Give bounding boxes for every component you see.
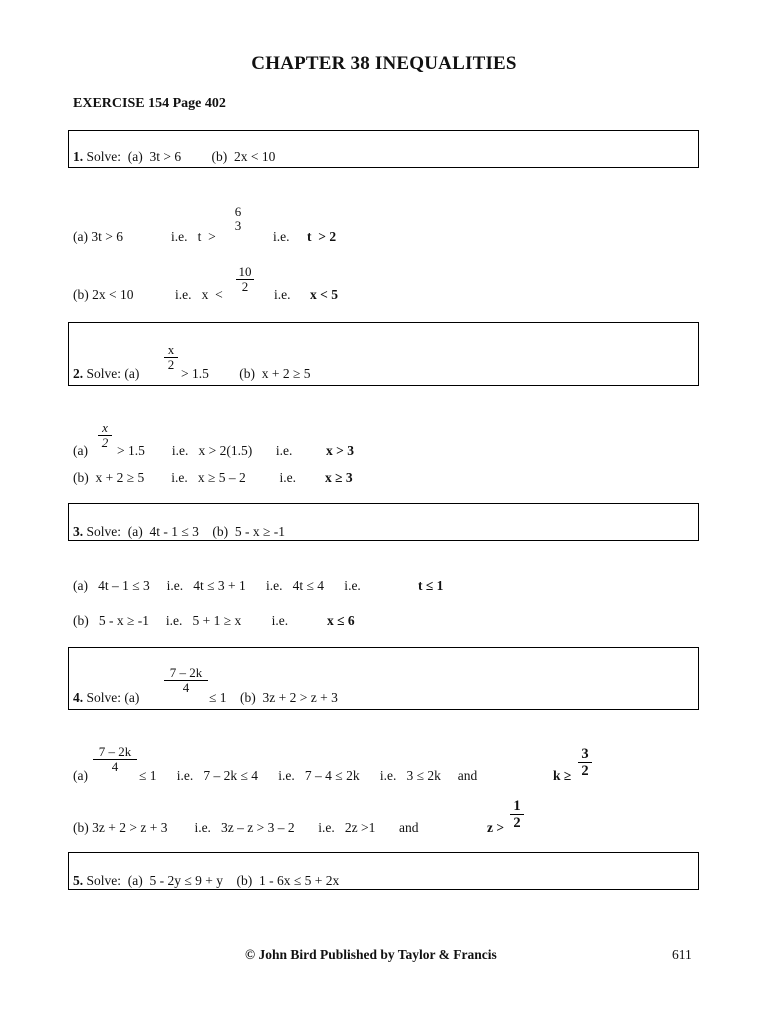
question-2-fraction [164, 343, 178, 372]
question-2-text [73, 366, 139, 382]
answer-3b-result: x ≤ 6 [327, 613, 355, 628]
answer-2a-result: x > 3 [326, 443, 354, 458]
answer-1b-lhs: (b) 2x < 10 [73, 287, 134, 302]
answer-4a-result-fraction [578, 746, 592, 779]
fraction-numerator: 3 [581, 746, 589, 762]
question-4-number: 4. [73, 690, 84, 705]
question-2-number: 2. [73, 366, 84, 381]
page-number: 611 [672, 947, 692, 962]
question-2-prompt-rest: > 1.5 (b) x + 2 ≥ 5 [181, 366, 311, 381]
answer-2a-text: > 1.5 i.e. x > 2(1.5) i.e. [117, 443, 293, 458]
answer-4b-result-fraction [510, 798, 524, 831]
fraction-denominator: 4 [164, 680, 208, 695]
chapter-title: CHAPTER 38 INEQUALITIES [251, 53, 517, 74]
fraction-numerator: 1 [513, 798, 521, 814]
answer-1b-result: x < 5 [310, 287, 338, 302]
question-5-number: 5. [73, 873, 84, 888]
question-1-prompt: Solve: (a) 3t > 6 (b) 2x < 10 [86, 149, 276, 164]
answer-3a-text: (a) 4t – 1 ≤ 3 i.e. 4t ≤ 3 + 1 i.e. 4t ≤ 4 i.e. [73, 578, 361, 593]
question-2-prompt: Solve: (a) [86, 366, 140, 381]
answer-4b-text: (b) 3z + 2 > z + 3 i.e. 3z – z > 3 – 2 i.e. 2z >1 and [73, 820, 419, 835]
answer-1a-fraction [230, 205, 246, 233]
fraction-numerator: 7 – 2k [169, 665, 203, 680]
answer-1a-lhs: (a) 3t > 6 [73, 229, 123, 244]
answer-1b-fraction [236, 265, 254, 294]
answer-4a-result: k ≥ [553, 768, 572, 783]
fraction-denominator: 4 [93, 759, 137, 774]
answer-1b-ie2: i.e. [274, 287, 291, 302]
question-5-text [73, 873, 339, 889]
answer-1b-ie1: i.e. x < [175, 287, 223, 302]
answer-2b-text: (b) x + 2 ≥ 5 i.e. x ≥ 5 – 2 i.e. [73, 470, 297, 485]
fraction-denominator: 2 [236, 279, 254, 294]
answer-4a-label: (a) [73, 768, 88, 783]
answer-3b-text: (b) 5 - x ≥ -1 i.e. 5 + 1 ≥ x i.e. [73, 613, 289, 628]
fraction-denominator: 3 [234, 218, 242, 233]
question-1-number: 1. [73, 149, 84, 164]
question-3-prompt: Solve: (a) 4t - 1 ≤ 3 (b) 5 - x ≥ -1 [86, 524, 286, 539]
fraction-numerator: 10 [238, 264, 252, 279]
question-4-fraction [164, 666, 208, 695]
answer-1a-ie2: i.e. [273, 229, 290, 244]
question-5-prompt: Solve: (a) 5 - 2y ≤ 9 + y (b) 1 - 6x ≤ 5 + 2x [86, 873, 340, 888]
question-4-prompt-rest: ≤ 1 (b) 3z + 2 > z + 3 [209, 690, 338, 705]
fraction-denominator: 2 [164, 357, 178, 372]
fraction-denominator: 2 [510, 814, 524, 831]
fraction-denominator: 2 [98, 435, 112, 450]
question-3-number: 3. [73, 524, 84, 539]
fraction-numerator: 7 – 2k [98, 744, 132, 759]
answer-2a-fraction [98, 421, 112, 450]
question-4-text [73, 690, 139, 706]
answer-2b-result: x ≥ 3 [325, 470, 353, 485]
answer-1a-ie1: i.e. t > [171, 229, 216, 244]
answer-4b-result: z > [487, 820, 505, 835]
fraction-numerator: x [167, 342, 175, 357]
exercise-heading: EXERCISE 154 Page 402 [73, 96, 226, 111]
answer-3a-result: t ≤ 1 [418, 578, 444, 593]
question-4-box [68, 647, 699, 710]
fraction-numerator: x [102, 420, 108, 435]
question-2-box [68, 322, 699, 386]
question-4-prompt: Solve: (a) [86, 690, 140, 705]
answer-4a-fraction [93, 745, 137, 774]
question-1-text [73, 149, 275, 165]
fraction-denominator: 2 [578, 762, 592, 779]
answer-2a-label: (a) [73, 443, 88, 458]
fraction-numerator: 6 [234, 204, 242, 219]
footer-copyright: © John Bird Published by Taylor & Francis [245, 947, 497, 962]
question-3-text [73, 524, 285, 540]
answer-1a-result: t > 2 [307, 229, 337, 244]
answer-4a-text: ≤ 1 i.e. 7 – 2k ≤ 4 i.e. 7 – 4 ≤ 2k i.e. 3 ≤ 2k and [139, 768, 478, 783]
